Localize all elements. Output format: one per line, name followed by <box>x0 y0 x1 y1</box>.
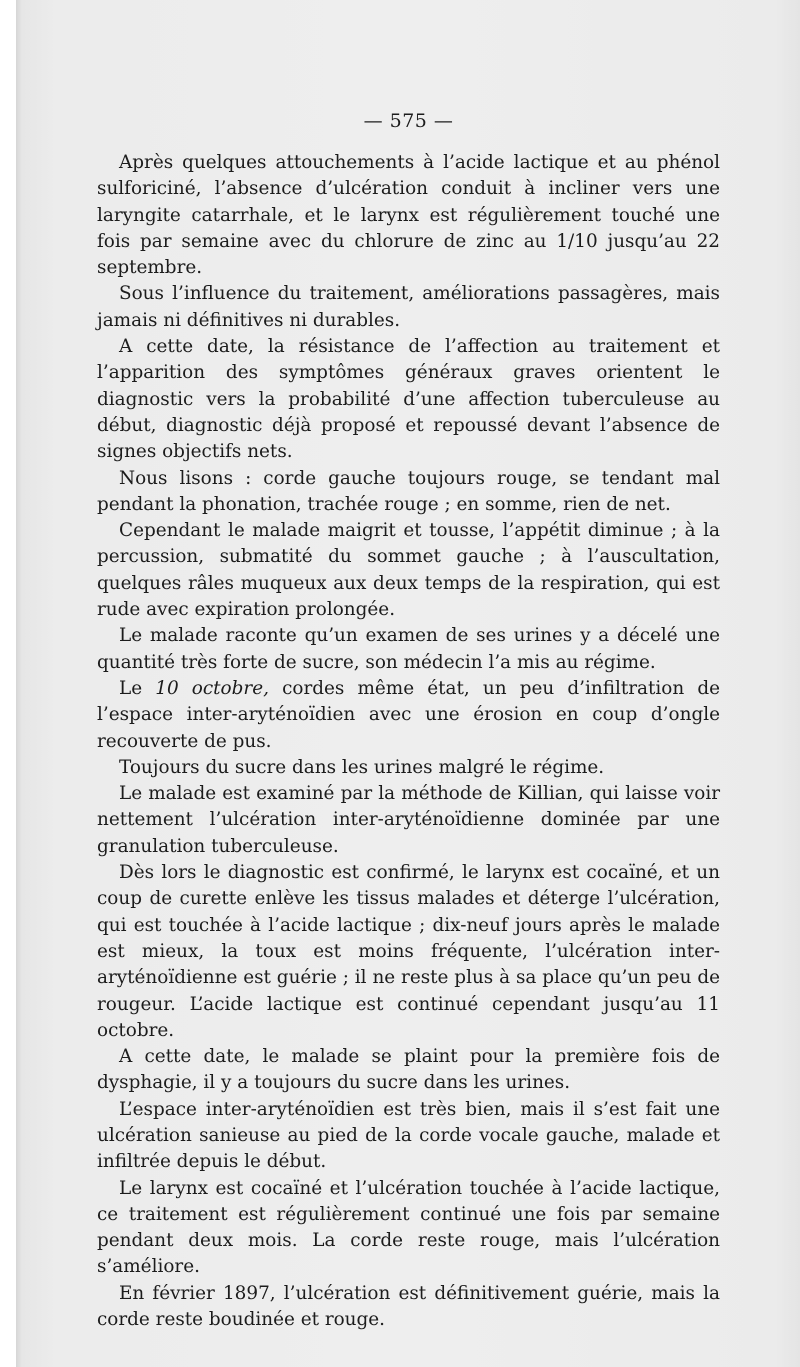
paragraph-2: Sous l’influence du traitement, améliorations passagères, mais jamais ni définitives ni durables. <box>97 283 720 331</box>
paragraph-14: En février 1897, l’ulcération est définitivement guérie, mais la corde reste boudinée et rouge. <box>97 1282 720 1331</box>
page-number: — 575 — <box>363 110 454 132</box>
paragraph-3: A cette date, la résistance de l’affection au traitement et l’apparition des symptômes généraux graves orientent le diagnostic vers la probabilité d’une affection tuberculeuse au début, diagnostic déjà proposé et repoussé devant l’absence de signes objectifs nets. <box>97 336 720 463</box>
paragraph-11: A cette date, le malade se plaint pour la première fois de dysphagie, il y a toujours du sucre dans les urines. <box>97 1046 720 1094</box>
scanned-page <box>16 0 800 1367</box>
paragraph-5: Cependant le malade maigrit et tousse, l’appétit diminue ; à la percussion, submatité du sommet gauche ; à l’auscultation, quelques râles muqueux aux deux temps de la respiration, qui est rude avec expiration prolongée. <box>97 520 720 621</box>
paragraph-13: Le larynx est cocaïné et l’ulcération touchée à l’acide lactique, ce traitement est régulièrement continué une fois par semaine pendant deux mois. La corde reste rouge, mais l’ulcération s’améliore. <box>97 1177 720 1278</box>
paragraph-1: Après quelques attouchements à l’acide lactique et au phénol sulforiciné, l’absence d’ulcération conduit à incliner vers une laryngite catarrhale, et le larynx est régulièrement touché une fois par semaine avec du chlorure de zinc au 1/10 jusqu’au 22 septembre. <box>97 152 720 279</box>
paragraph-10: Dès lors le diagnostic est confirmé, le larynx est cocaïné, et un coup de curette enlève les tissus malades et déterge l’ulcération, qui est touchée à l’acide lactique ; dix-neuf jours après le malade est mieux, la toux est moins fréquente, l’ulcération inter-aryténoïdienne est guérie ; il ne reste plus à sa place qu’un peu de rougeur. L’acide lactique est continué cependant jusqu’au 11 octobre. <box>97 862 720 1041</box>
paragraph-9: Le malade est examiné par la méthode de Killian, qui laisse voir nettement l’ulcération inter-aryténoïdienne dominée par une granulation tuberculeuse. <box>97 783 720 857</box>
date-italic: 10 octobre, <box>155 677 269 699</box>
body-text <box>97 150 720 1333</box>
paragraph-7-rest: cordes même état, un peu d’infiltration de l’espace inter-aryténoïdien avec une érosion en coup d’ongle recouverte de pus. <box>97 677 720 752</box>
paragraph-12: L’espace inter-aryténoïdien est très bien, mais il s’est fait une ulcération sanieuse au pied de la corde vocale gauche, malade et infiltrée depuis le début. <box>97 1098 720 1173</box>
paragraph-4: Nous lisons : corde gauche toujours rouge, se tendant mal pendant la phonation, trachée rouge ; en somme, rien de net. <box>97 467 720 515</box>
paragraph-6: Le malade raconte qu’un examen de ses urines y a décelé une quantité très forte de sucre, son médecin l’a mis au régime. <box>97 625 720 673</box>
paragraph-8: Toujours du sucre dans les urines malgré le régime. <box>119 756 605 778</box>
paragraph-7-lead: Le <box>119 677 156 699</box>
paragraph-7 <box>97 676 720 755</box>
